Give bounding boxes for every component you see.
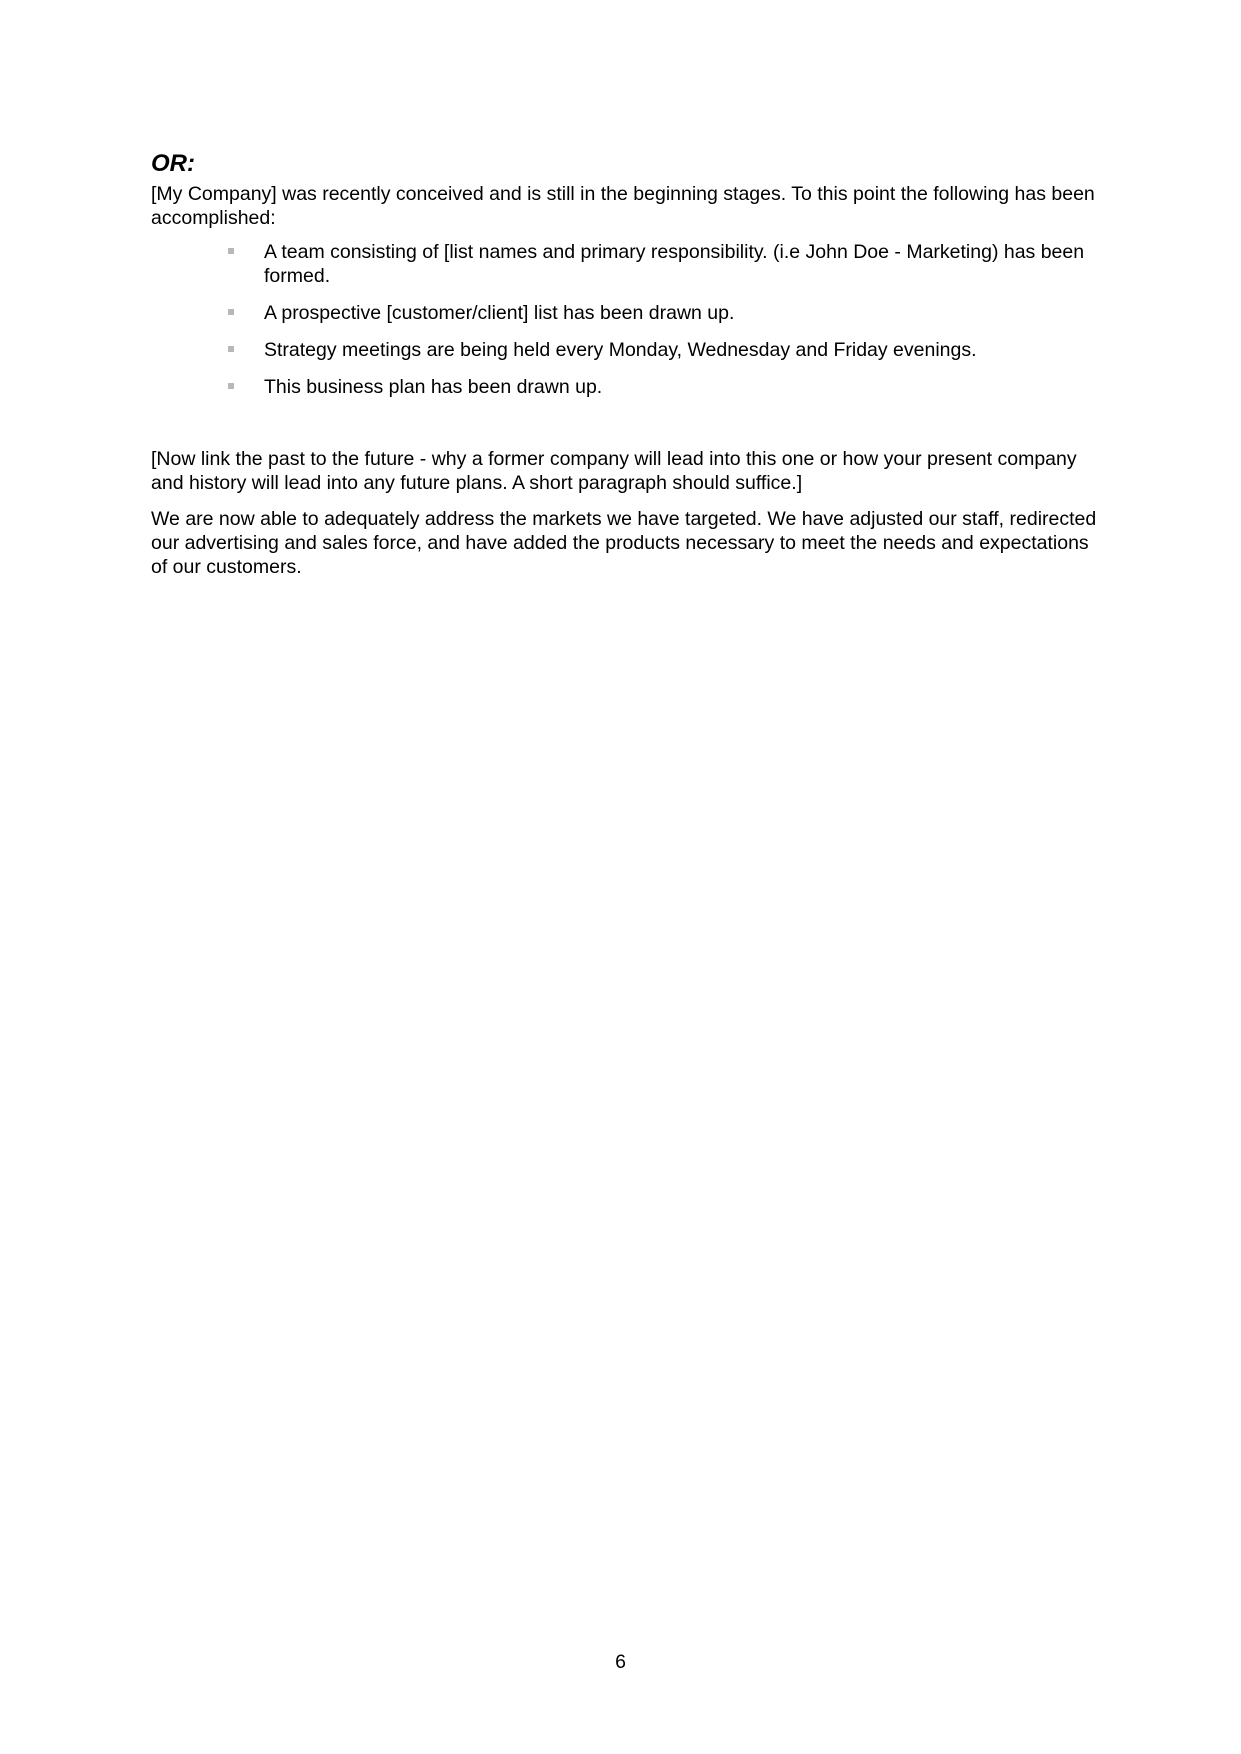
list-item-text: A prospective [customer/client] list has been drawn up. <box>264 302 735 324</box>
list-item <box>151 338 1101 362</box>
intro-paragraph: [My Company] was recently conceived and is still in the beginning stages. To this point the following has been accomplished: <box>151 183 1095 229</box>
square-bullet-icon <box>228 346 234 352</box>
list-item <box>151 301 1101 325</box>
page-content <box>151 150 1101 579</box>
list-item <box>151 240 1101 288</box>
list-item <box>151 375 1101 399</box>
list-item-text: This business plan has been drawn up. <box>264 376 603 398</box>
link-paragraph: [Now link the past to the future - why a former company will lead into this one or how your present company and history will lead into any future plans. A short paragraph should suffice.] <box>151 448 1077 494</box>
page-number: 6 <box>615 1651 626 1673</box>
section-heading: OR: <box>151 150 195 177</box>
list-item-text: Strategy meetings are being held every Monday, Wednesday and Friday evenings. <box>264 339 977 361</box>
square-bullet-icon <box>228 383 234 389</box>
accomplishment-list <box>151 240 1101 399</box>
list-item-text: A team consisting of [list names and primary responsibility. (i.e John Doe - Marketing) has been formed. <box>264 241 1085 287</box>
square-bullet-icon <box>228 309 234 315</box>
closing-paragraph: We are now able to adequately address the markets we have targeted. We have adjusted our staff, redirected our advertising and sales force, and have added the products necessary to meet the needs and expectations of our customers. <box>151 508 1097 578</box>
square-bullet-icon <box>228 248 234 254</box>
